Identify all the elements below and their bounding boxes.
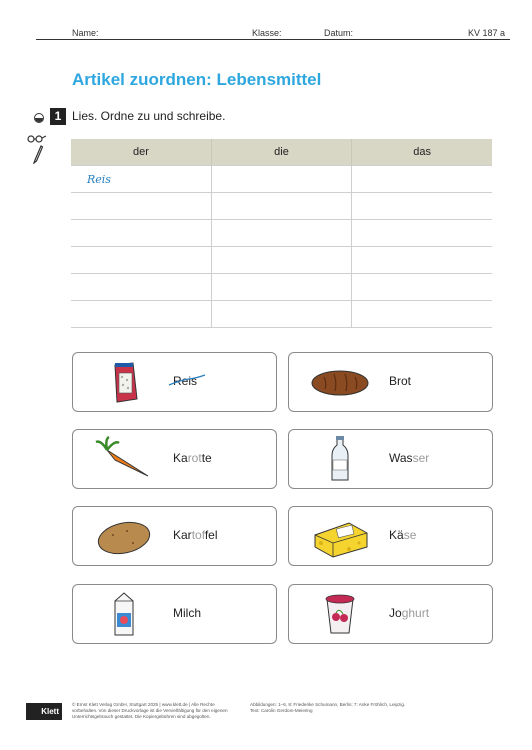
column-das: das [352,139,492,166]
word-card-karotte[interactable] [72,429,277,489]
table-row [71,301,492,328]
word-card-wasser[interactable] [288,429,493,489]
task-header [34,108,434,126]
card-word: Käse [389,528,417,542]
image-credits: Abbildungen: 1–6, 8: Friederike Schumann, Berlin; 7: Anke Fröhlich, Leipzig. Text: Carolin Gerdom-Meiering [250,702,406,713]
word-card-milch[interactable] [72,584,277,644]
task-number: 1 [50,108,66,125]
word-card-brot[interactable] [288,352,493,412]
word-card-reis[interactable] [72,352,277,412]
strike-through-line [167,372,207,388]
publisher-logo: Klett [26,703,62,720]
table-cell[interactable] [71,274,211,301]
difficulty-icon [34,113,44,123]
table-row [71,166,492,193]
table-cell[interactable] [211,301,351,328]
header-line [36,39,510,40]
word-card-kartoffel[interactable] [72,506,277,566]
table-cell[interactable] [71,220,211,247]
column-die: die [211,139,351,166]
task-instruction: Lies. Ordne zu und schreibe. [72,109,226,123]
cheese-icon [309,513,371,559]
card-word: Brot [389,374,412,388]
table-cell[interactable] [71,247,211,274]
read-write-icon [26,134,48,164]
page-title: Artikel zuordnen: Lebensmittel [72,70,322,89]
carrot-icon [93,436,155,482]
table-row [71,274,492,301]
table-row [71,247,492,274]
table-cell[interactable] [211,166,351,193]
yogurt-icon [309,591,371,637]
rice-bag-icon [93,359,155,405]
table-cell[interactable] [352,247,492,274]
card-word: Joghurt [389,606,430,620]
card-word: Reis [173,374,197,388]
table-cell[interactable]: Reis [71,166,211,193]
copyright-notice: © Ernst Klett Verlag GmbH, Stuttgart 2025 | www.klett.de | Alle Rechte vorbehalten. Von dieser Druckvorlage ist die Vervielfältigung für den eigenen Unterrichtsgebrauch gestattet. Die Kopiergebühren sind abgegolten. [72,702,228,719]
card-word: Kartoffel [173,528,218,542]
table-cell[interactable] [211,220,351,247]
card-word: Wasser [389,451,430,465]
column-der: der [71,139,211,166]
table-cell[interactable] [352,274,492,301]
name-label: Name: [72,28,99,38]
water-bottle-icon [309,436,371,482]
table-cell[interactable] [352,193,492,220]
article-table [71,139,492,328]
word-card-kaese[interactable] [288,506,493,566]
table-cell[interactable] [352,220,492,247]
class-label: Klasse: [252,28,282,38]
worksheet-code: KV 187 a [468,28,506,38]
table-cell[interactable] [352,166,492,193]
table-row [71,220,492,247]
table-row [71,193,492,220]
card-word: Milch [173,606,202,620]
potato-icon [93,513,155,559]
date-label: Datum: [324,28,354,38]
table-cell[interactable] [211,247,351,274]
table-cell[interactable] [71,301,211,328]
table-cell[interactable] [211,274,351,301]
table-cell[interactable] [71,193,211,220]
milk-carton-icon [93,591,155,637]
table-cell[interactable] [211,193,351,220]
table-cell[interactable] [352,301,492,328]
card-word: Karotte [173,451,212,465]
word-card-joghurt[interactable] [288,584,493,644]
bread-icon [309,359,371,405]
